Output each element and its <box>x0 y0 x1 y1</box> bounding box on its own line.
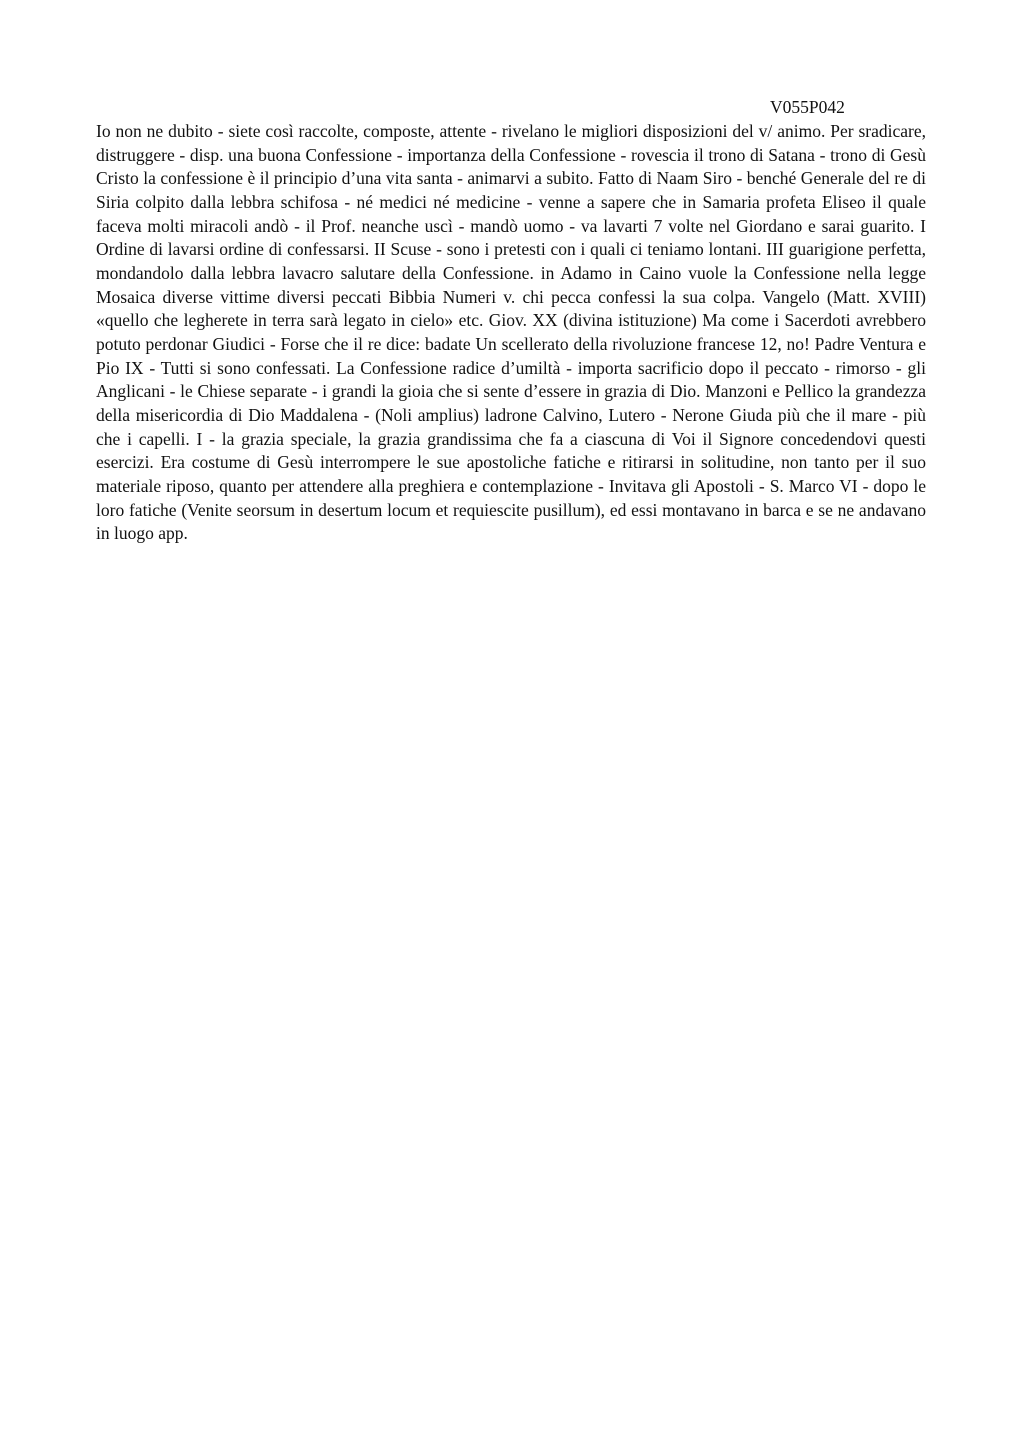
page-code: V055P042 <box>770 97 845 117</box>
body-paragraph: Io non ne dubito - siete così raccolte, composte, attente - rivelano le migliori disposizioni del v/ animo. Per sradicare, distruggere - disp. una buona Confessione - importanza della Confessione - rovescia il trono di Satana - trono di Gesù Cristo la confessione è il principio d’una vita santa - animarvi a subito. Fatto di Naam Siro - benché Generale del re di Siria colpito dalla lebbra schifosa - né medici né medicine - venne a sapere che in Samaria profeta Eliseo il quale faceva molti miracoli andò - il Prof. neanche uscì - mandò uomo - va lavarti 7 volte nel Giordano e sarai guarito. I Ordine di lavarsi ordine di confessarsi. II Scuse - sono i pretesti con i quali ci teniamo lontani. III guarigione perfetta, mondandolo dalla lebbra lavacro salutare della Confessione. in Adamo in Caino vuole la Confessione nella legge Mosaica diverse vittime diversi peccati Bibbia Numeri v. chi pecca confessi la sua colpa. Vangelo (Matt. XVIII) «quello che legherete in terra sarà legato in cielo» etc. Giov. XX (divina istituzione) Ma come i Sacerdoti avrebbero potuto perdonar Giudici - Forse che il re dice: badate Un scellerato della rivoluzione francese 12, no! Padre Ventura e Pio IX - Tutti si sono confessati. La Confessione radice d’umiltà - importa sacrificio dopo il peccato - rimorso - gli Anglicani - le Chiese separate - i grandi la gioia che si sente d’essere in grazia di Dio. Manzoni e Pellico la grandezza della misericordia di Dio Maddalena - (Noli amplius) ladrone Calvino, Lutero - Nerone Giuda più che il mare - più che i capelli. I - la grazia speciale, la grazia grandissima che fa a ciascuna di Voi il Signore concedendovi questi esercizi. Era costume di Gesù interrompere le sue apostoliche fatiche e ritirarsi in solitudine, non tanto per il suo materiale riposo, quanto per attendere alla preghiera e contemplazione - Invitava gli Apostoli - S. Marco VI - dopo le loro fatiche (Venite seorsum in desertum locum et requiescite pusillum), ed essi montavano in barca e se ne andavano in luogo app. <box>96 121 926 544</box>
